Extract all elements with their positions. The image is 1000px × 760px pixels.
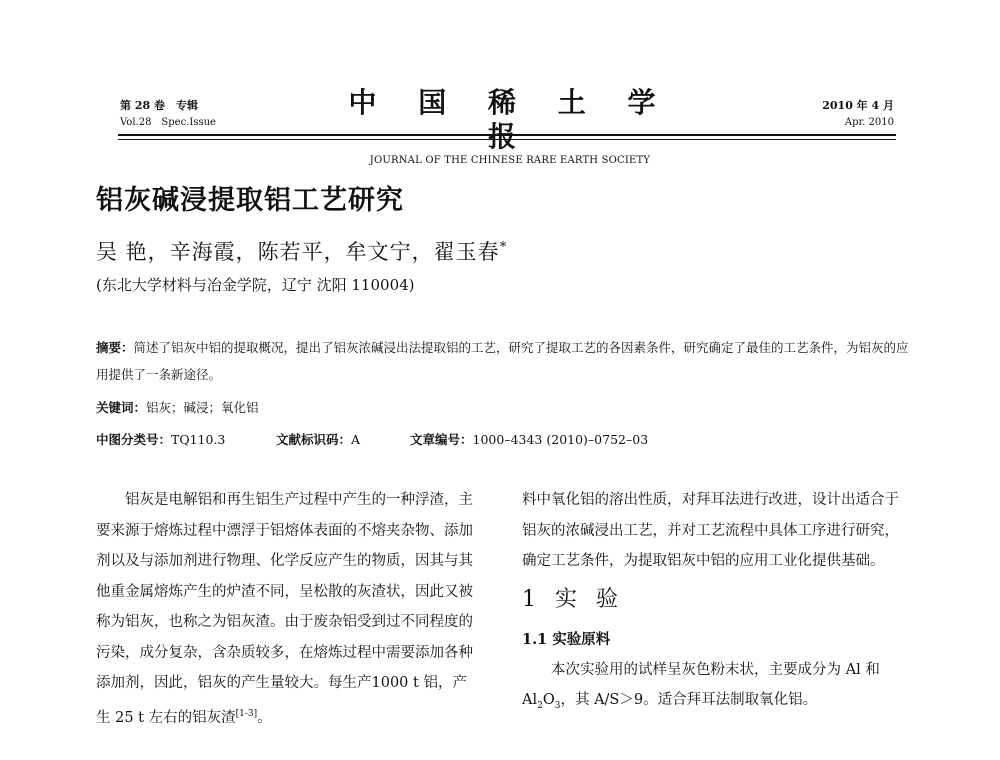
materials-text-a: 本次实验用的试样呈灰色粉末状，主要成分为 Al 和 Al (522, 661, 880, 708)
issue-date (822, 97, 894, 131)
doc-code-value: A (351, 432, 361, 447)
date-en: Apr. 2010 (844, 117, 894, 128)
materials-paragraph (522, 655, 906, 722)
corresponding-author-mark: * (499, 240, 508, 255)
keywords-text: 铝灰；碱浸；氧化铝 (146, 400, 259, 415)
subscript-3: 3 (554, 700, 561, 711)
article-no-group (410, 430, 648, 448)
article-no-label: 文章编号： (410, 432, 473, 447)
journal-name-en: JOURNAL OF THE CHINESE RARE EARTH SOCIETY (369, 155, 651, 166)
subscript-2: 2 (537, 700, 543, 711)
clc-label: 中图分类号： (96, 432, 172, 447)
clc-group (96, 432, 225, 447)
intro-text: 铝灰是电解铝和再生铝生产过程中产生的一种浮渣，主要来源于熔炼过程中漂浮于铝熔体表面的不熔夹杂物、添加剂以及与添加剂进行物理、化学反应产生的物质，因其与其他重金属熔炼产生的炉渣不同，呈松散的灰渣状，因此又被称为铝灰，也称之为铝灰渣。由于废杂铝受到过不同程度的污染，成分复杂，含杂质较多，在熔炼过程中需要添加各种添加剂，因此，铝灰的产生量较大。每生产1000 t 铝，产生 25 t 左右的铝灰渣 (96, 492, 473, 726)
affiliation: (东北大学材料与冶金学院，辽宁 沈阳 110004) (96, 276, 415, 294)
header-rule-thick (118, 134, 896, 136)
authors-text: 吴 艳，辛海霞，陈若平，牟文宁，翟玉春 (96, 240, 500, 264)
abstract (96, 334, 914, 388)
section-heading: 1 实 验 (522, 586, 624, 612)
header-rule-thin (118, 139, 896, 140)
date-cn: 2010 年 4 月 (822, 99, 894, 112)
intro-end: 。 (257, 709, 272, 726)
continued-paragraph: 料中氧化铝的溶出性质，对拜耳法进行改进，设计出适合于铝灰的浓碱浸出工艺，并对工艺流程中具体工序进行研究，确定工艺条件，为提取铝灰中铝的应用工业化提供基础。 (522, 492, 899, 569)
author-list (96, 236, 507, 266)
subsection-heading: 1.1 实验原料 (522, 630, 611, 648)
volume-info (120, 97, 216, 131)
clc-value: TQ110.3 (171, 432, 226, 447)
keywords-label: 关键词： (96, 400, 147, 415)
keywords (96, 398, 259, 416)
classification-line (96, 430, 649, 448)
article-no-value: 1000–4343 (2010)–0752–03 (472, 432, 649, 447)
intro-paragraph (96, 485, 478, 733)
volume-cn: 第 28 卷 专辑 (120, 99, 198, 112)
article-title: 铝灰碱浸提取铝工艺研究 (96, 185, 404, 216)
doc-code-label: 文献标识码： (276, 432, 352, 447)
materials-text-b: ，其 A/S＞9。适合拜耳法制取氧化铝。 (560, 692, 818, 708)
abstract-text: 简述了铝灰中铝的提取概况，提出了铝灰浓碱浸出法提取铝的工艺，研究了提取工艺的各因素条件，研究确定了最佳的工艺条件，为铝灰的应用提供了一条新途径。 (96, 340, 909, 382)
volume-en: Vol.28 Spec.Issue (120, 117, 216, 128)
citation-ref: [1-3] (235, 708, 258, 719)
doc-code-group (276, 430, 360, 448)
body-column-left (96, 485, 478, 733)
materials-o: O (542, 692, 555, 708)
abstract-label: 摘要： (96, 340, 134, 355)
body-column-right (522, 485, 906, 721)
journal-name-cn: 中 国 稀 土 学 报 (348, 86, 672, 153)
journal-name (340, 86, 680, 168)
